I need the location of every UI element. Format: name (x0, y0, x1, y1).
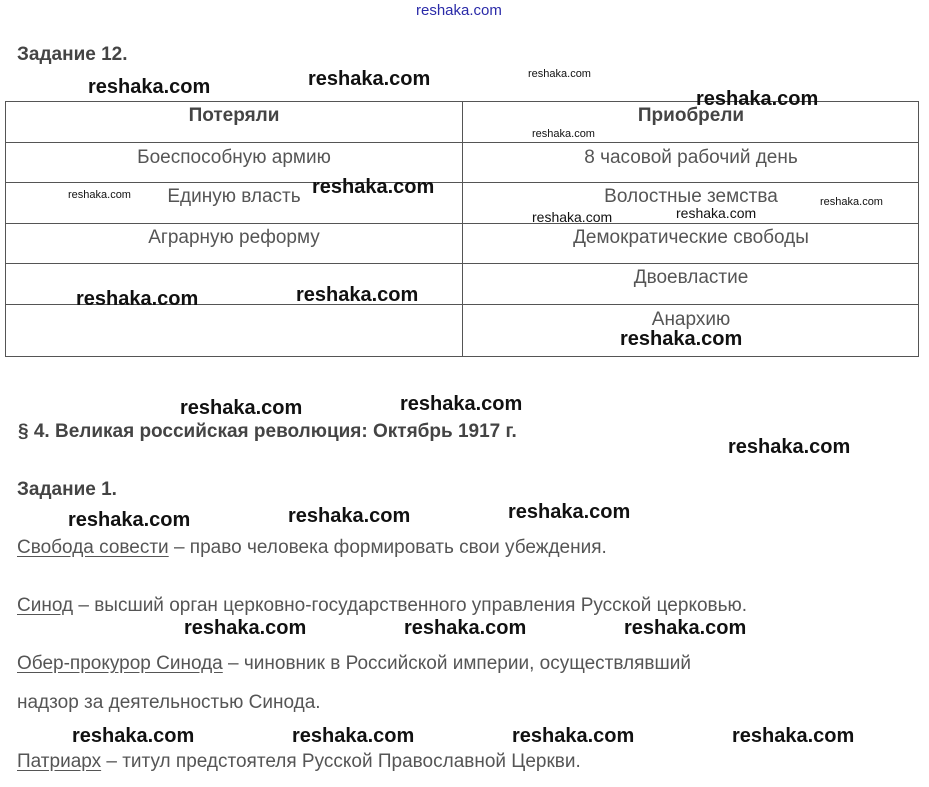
watermark: reshaka.com (180, 397, 303, 419)
watermark: reshaka.com (184, 617, 307, 639)
watermark: reshaka.com (312, 176, 435, 198)
definition-line (17, 692, 321, 714)
watermark: reshaka.com (532, 209, 613, 225)
watermark: reshaka.com (296, 284, 419, 306)
watermark: reshaka.com (532, 128, 595, 140)
table-rule (6, 142, 918, 143)
definition-term: Обер-прокурор Синода (17, 653, 223, 674)
watermark: reshaka.com (624, 617, 747, 639)
watermark: reshaka.com (620, 328, 743, 350)
watermark: reshaka.com (512, 725, 635, 747)
definition-text: – право человека формировать свои убеждения. (168, 537, 607, 558)
watermark: reshaka.com (308, 68, 431, 90)
definition-line (17, 537, 607, 559)
table-cell: 8 часовой рабочий день (584, 147, 798, 168)
table-cell: Демократические свободы (573, 227, 809, 248)
definition-term: Синод (17, 595, 74, 616)
definition-text: – чиновник в Российской империи, осуществлявший (222, 653, 691, 674)
table-cell: Единую власть (167, 186, 301, 207)
watermark: reshaka.com (728, 436, 851, 458)
task-1-title: Задание 1. (17, 479, 117, 500)
paragraph-title: § 4. Великая российская революция: Октябрь 1917 г. (18, 421, 517, 442)
watermark: reshaka.com (404, 617, 527, 639)
watermark: reshaka.com (400, 393, 523, 415)
watermark: reshaka.com (820, 196, 883, 208)
watermark: reshaka.com (732, 725, 855, 747)
task-12-title: Задание 12. (17, 44, 128, 65)
definition-text: – титул предстоятеля Русской Православной Церкви. (101, 751, 581, 772)
header-gained: Приобрели (637, 105, 745, 126)
definition-text: – высший орган церковно-государственного управления Русской церковью. (73, 595, 748, 616)
definition-text: надзор за деятельностью Синода. (17, 692, 321, 713)
watermark: reshaka.com (68, 509, 191, 531)
definition-term: Свобода совести (17, 537, 169, 558)
watermark: reshaka.com (528, 68, 591, 80)
watermark: reshaka.com (288, 505, 411, 527)
watermark: reshaka.com (68, 189, 131, 201)
definition-line (17, 595, 747, 617)
definition-term: Патриарх (17, 751, 102, 772)
answer-table (5, 101, 919, 357)
table-cell: Анархию (651, 309, 731, 330)
table-rule (6, 182, 918, 183)
watermark: reshaka.com (72, 725, 195, 747)
definition-line (17, 653, 691, 675)
watermark: reshaka.com (508, 501, 631, 523)
watermark: reshaka.com (76, 288, 199, 310)
watermark: reshaka.com (696, 88, 819, 110)
table-rule (6, 263, 918, 264)
site-header-link[interactable]: reshaka.com (416, 2, 502, 19)
watermark: reshaka.com (676, 205, 757, 221)
definition-line (17, 751, 581, 773)
table-cell: Двоевластие (633, 267, 749, 288)
watermark: reshaka.com (88, 76, 211, 98)
table-rule (6, 223, 918, 224)
header-lost: Потеряли (188, 105, 280, 126)
table-cell: Аграрную реформу (148, 227, 320, 248)
table-cell: Боеспособную армию (137, 147, 331, 168)
table-cell: Волостные земства (604, 186, 778, 207)
watermark: reshaka.com (292, 725, 415, 747)
